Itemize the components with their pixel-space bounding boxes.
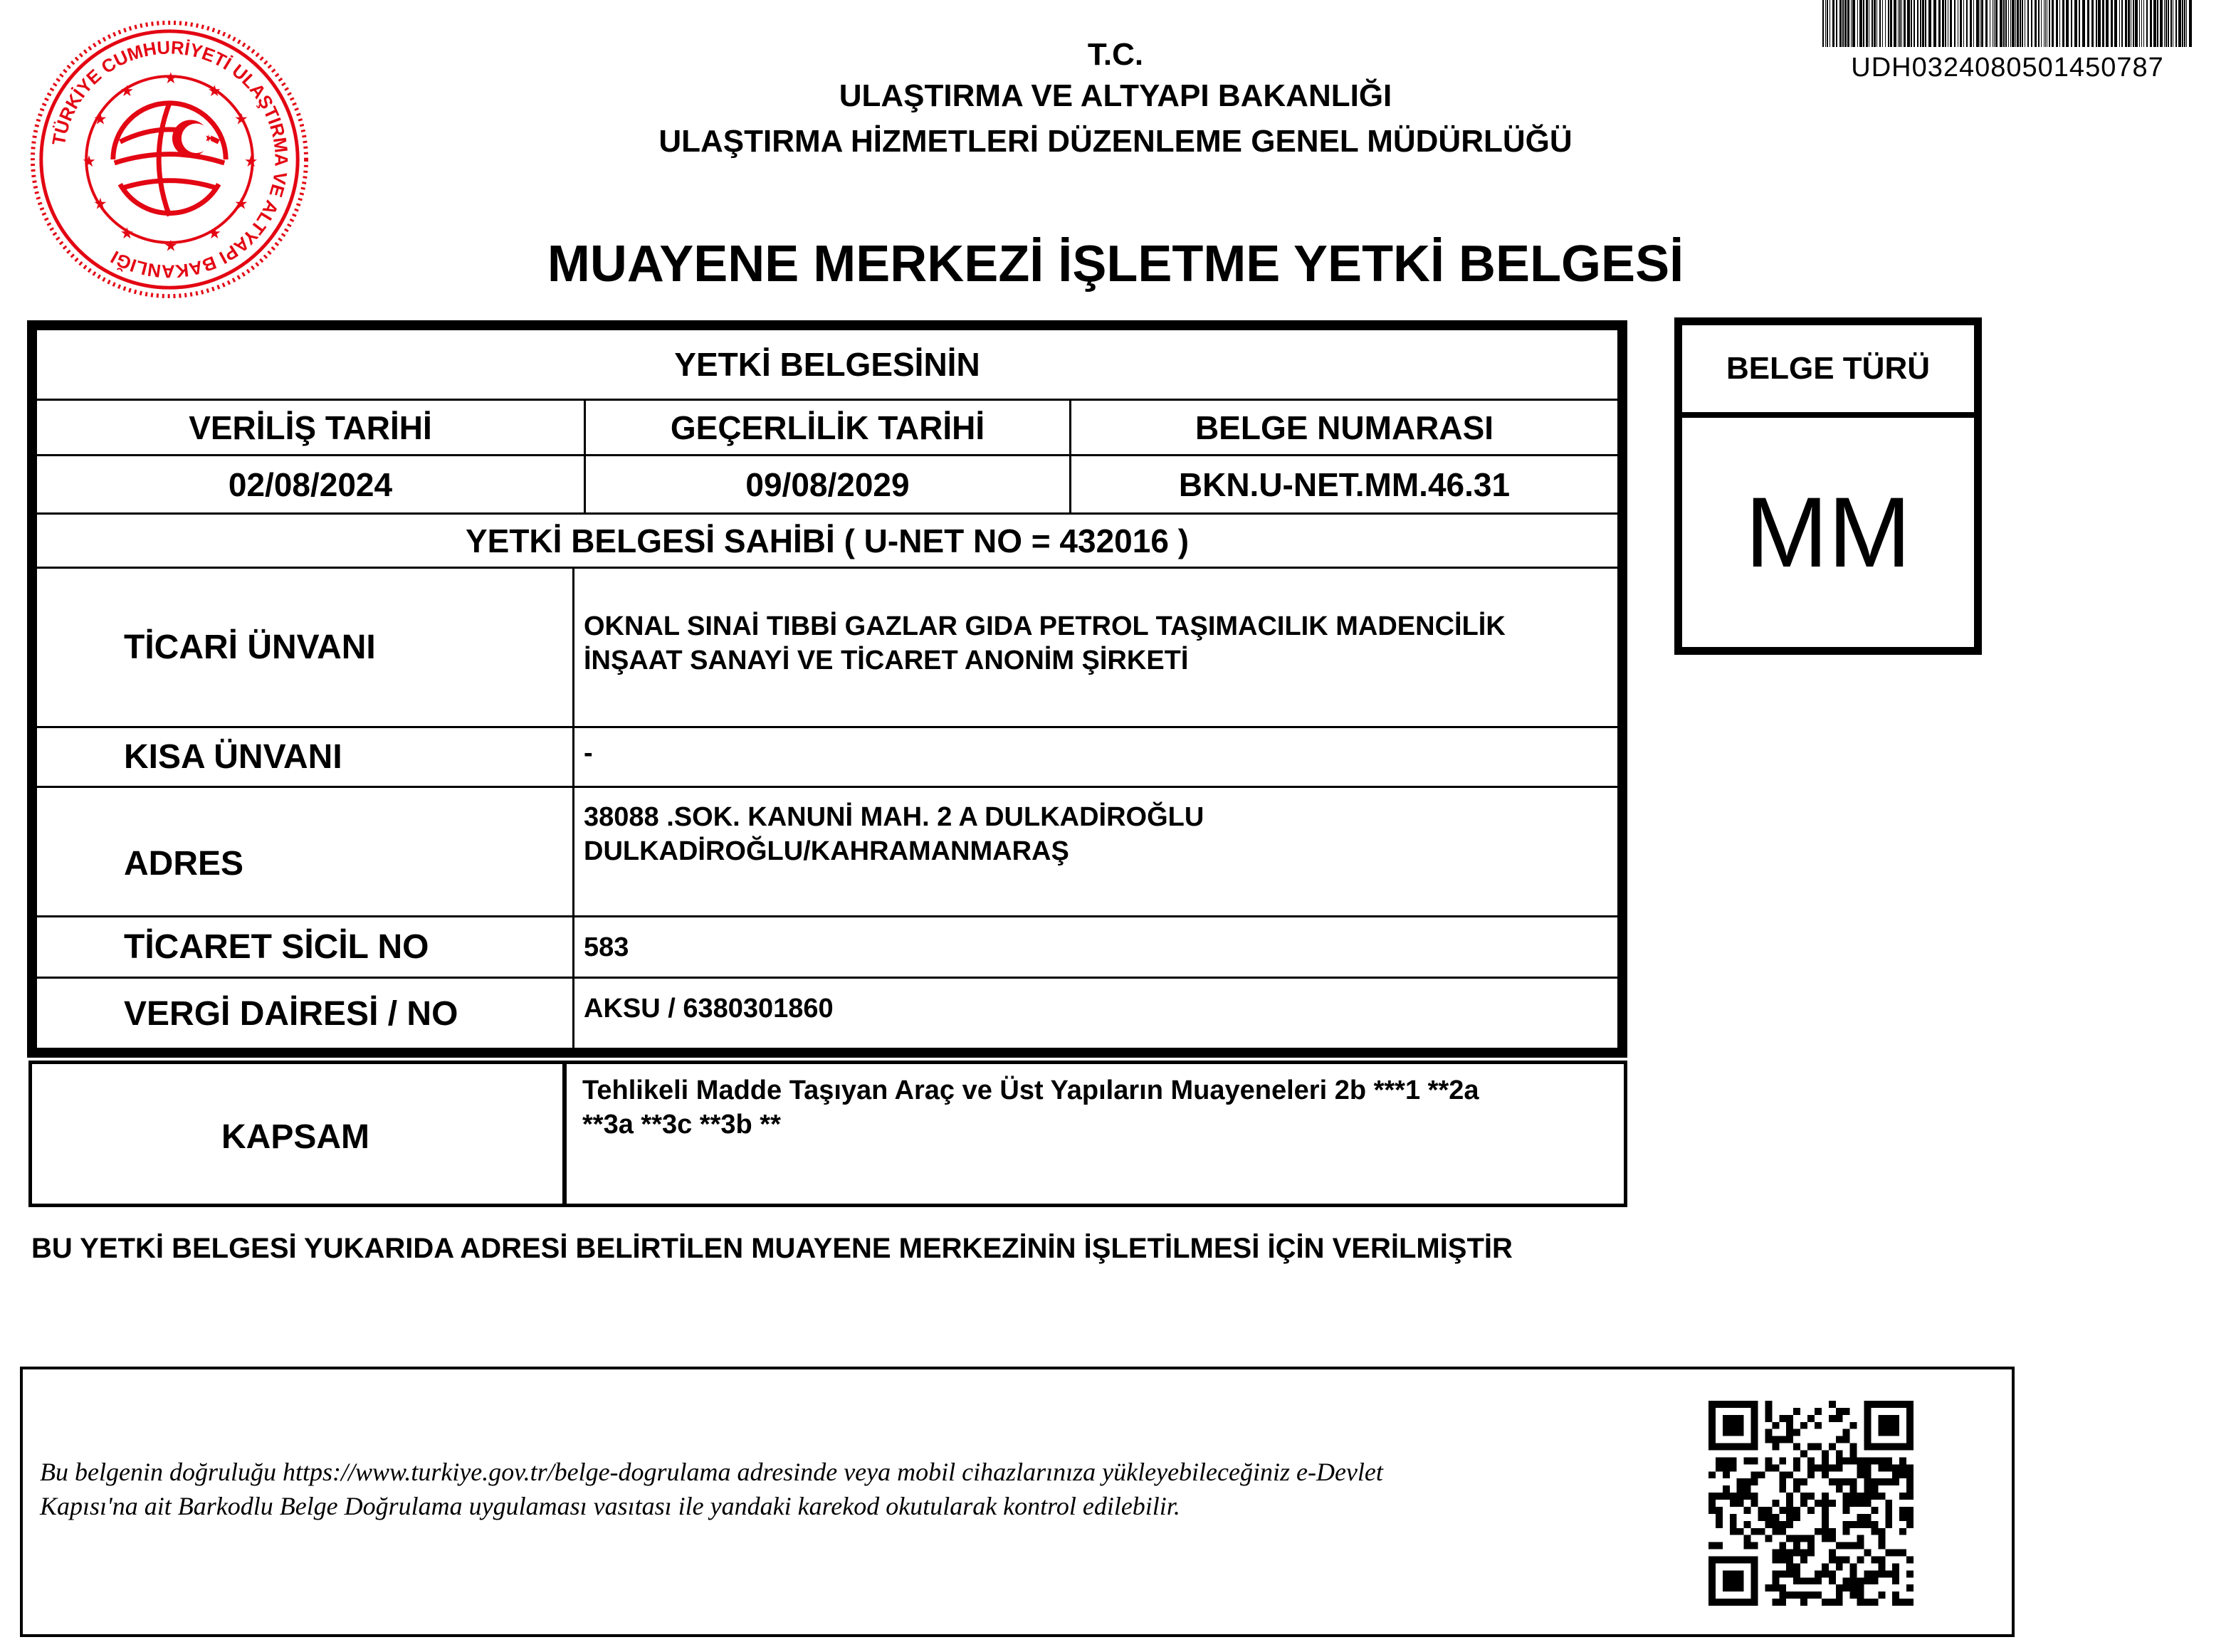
column-header-validity-date: GEÇERLİLİK TARİHİ: [670, 409, 985, 446]
svg-text:★: ★: [243, 152, 258, 171]
svg-text:★: ★: [207, 82, 221, 100]
header-directorate: ULAŞTIRMA HİZMETLERİ DÜZENLEME GENEL MÜDÜRLÜĞÜ: [658, 124, 1573, 159]
license-table: [27, 320, 1627, 1058]
column-header-document-number: BELGE NUMARASI: [1195, 409, 1494, 446]
issue-date-value: 02/08/2024: [228, 465, 393, 503]
svg-text:★: ★: [120, 82, 135, 100]
trade-registry-value: 583: [584, 932, 629, 962]
svg-text:★: ★: [234, 195, 248, 214]
barcode-image: [1822, 0, 2193, 47]
svg-text:TÜRKİYE CUMHURİYETİ ULAŞTIRMA: TÜRKİYE CUMHURİYETİ ULAŞTIRMA VE ALTYAPI BAKANLIĞI: [48, 38, 291, 281]
svg-text:★: ★: [207, 224, 221, 243]
document-title: MUAYENE MERKEZİ İŞLETME YETKİ BELGESİ: [547, 236, 1684, 293]
scope-label: KAPSAM: [221, 1118, 369, 1156]
tax-office-value: AKSU / 6380301860: [584, 994, 834, 1024]
validity-date-value: 09/08/2029: [745, 465, 910, 503]
document-type-box: [1674, 317, 1982, 655]
svg-text:★: ★: [164, 70, 178, 88]
barcode-number: UDH0324080501450787: [1851, 53, 2164, 83]
issuance-statement: BU YETKİ BELGESİ YUKARIDA ADRESİ BELİRTİLEN MUAYENE MERKEZİNİN İŞLETİLMESİ İÇİN VERİLMİŞTİR: [31, 1233, 1513, 1264]
document-number-value: BKN.U-NET.MM.46.31: [1178, 465, 1511, 503]
svg-text:★: ★: [93, 110, 107, 129]
svg-text:★: ★: [120, 224, 135, 243]
address-label: ADRES: [124, 844, 244, 883]
document-type-label: BELGE TÜRÜ: [1682, 325, 1974, 418]
column-header-issue-date: VERİLİŞ TARİHİ: [189, 409, 432, 446]
svg-text:★: ★: [164, 237, 178, 256]
short-name-value: -: [584, 738, 593, 768]
owner-title: YETKİ BELGESİ SAHİBİ ( U-NET NO = 432016 ): [465, 522, 1190, 559]
tax-office-label: VERGİ DAİRESİ / NO: [124, 995, 458, 1033]
qr-code-image: [1708, 1401, 1914, 1606]
svg-text:★: ★: [93, 195, 107, 214]
trade-name-label: TİCARİ ÜNVANI: [124, 628, 376, 666]
document-type-value: MM: [1745, 476, 1911, 588]
header-tc: T.C.: [1087, 37, 1144, 72]
svg-text:★: ★: [82, 152, 96, 171]
trade-name-value: OKNAL SINAİ TIBBİ GAZLAR GIDA PETROL TAŞIMACILIK MADENCİLİK İNŞAAT SANAYİ VE TİCARET ANONİM ŞİRKETİ: [584, 611, 1506, 675]
section-title: YETKİ BELGESİNİN: [674, 346, 980, 383]
trade-registry-label: TİCARET SİCİL NO: [124, 928, 429, 966]
scope-divider: [562, 1061, 567, 1207]
short-name-label: KISA ÜNVANI: [124, 738, 342, 776]
address-value: 38088 .SOK. KANUNİ MAH. 2 A DULKADİROĞLU DULKADİROĞLU/KAHRAMANMARAŞ: [584, 802, 1204, 866]
header-ministry: ULAŞTIRMA VE ALTYAPI BAKANLIĞI: [839, 78, 1392, 113]
svg-text:★: ★: [234, 110, 248, 129]
verification-text: Bu belgenin doğruluğu https://www.turkiye.gov.tr/belge-dogrulama adresinde veya mobil cihazlarınıza yükleyebileceğiniz e-Devlet Kapısı'na ait Barkodlu Belge Doğrulama uygulaması vasıtası ile yandaki karekod okutularak kontrol edilebilir.: [40, 1458, 1383, 1520]
scope-value: Tehlikeli Madde Taşıyan Araç ve Üst Yapıların Muayeneleri 2b ***1 **2a **3a **3c **3b **: [582, 1075, 1479, 1140]
